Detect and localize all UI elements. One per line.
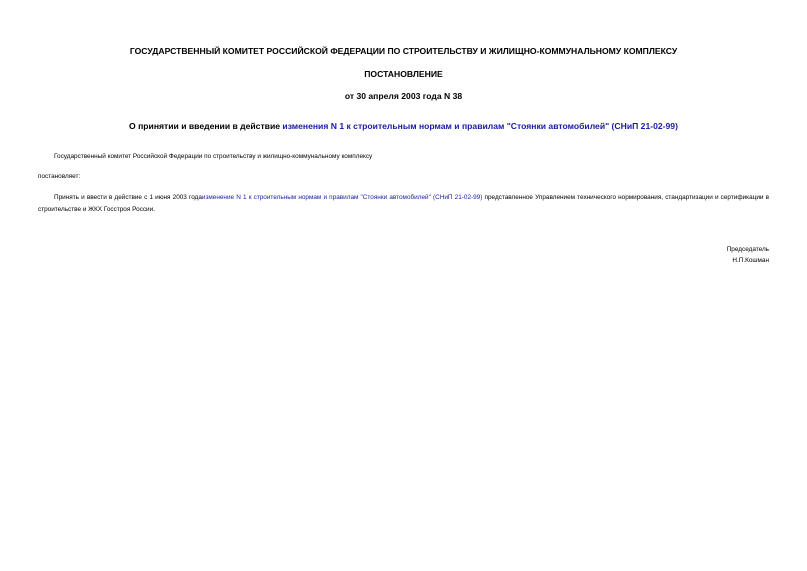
signature-name: Н.П.Кошман	[732, 257, 769, 264]
decision-suffix: представленное Управлением технического нормирования, стандартизации и сертификации в строительстве и ЖКХ Госстроя России.	[38, 194, 769, 213]
decision-amendment-link[interactable]: изменение N 1 к строительным нормам и правилам "Стоянки автомобилей" (СНиП 21-02-99)	[201, 194, 483, 201]
document-type: ПОСТАНОВЛЕНИЕ	[364, 69, 443, 79]
document-date-number: от 30 апреля 2003 года N 38	[344, 91, 463, 101]
subject-prefix: О принятии и введении в действие	[129, 121, 283, 131]
paragraph-decision	[38, 192, 769, 216]
signature-title: Председатель	[726, 246, 769, 253]
subject-amendment-link[interactable]: изменения N 1 к строительным нормам и правилам "Стоянки автомобилей" (СНиП 21-02-99)	[282, 121, 678, 131]
document-subject	[0, 121, 807, 132]
decision-prefix: Принять и ввести в действие с 1 июня 2003 года	[54, 194, 202, 201]
paragraph-resolves: постановляет:	[38, 173, 81, 180]
issuing-organization: ГОСУДАРСТВЕННЫЙ КОМИТЕТ РОССИЙСКОЙ ФЕДЕРАЦИИ ПО СТРОИТЕЛЬСТВУ И ЖИЛИЩНО-КОММУНАЛЬНОМУ КОМПЛЕКСУ	[129, 46, 678, 56]
paragraph-committee: Государственный комитет Российской Федерации по строительству и жилищно-коммунальному комплексу	[54, 153, 373, 160]
